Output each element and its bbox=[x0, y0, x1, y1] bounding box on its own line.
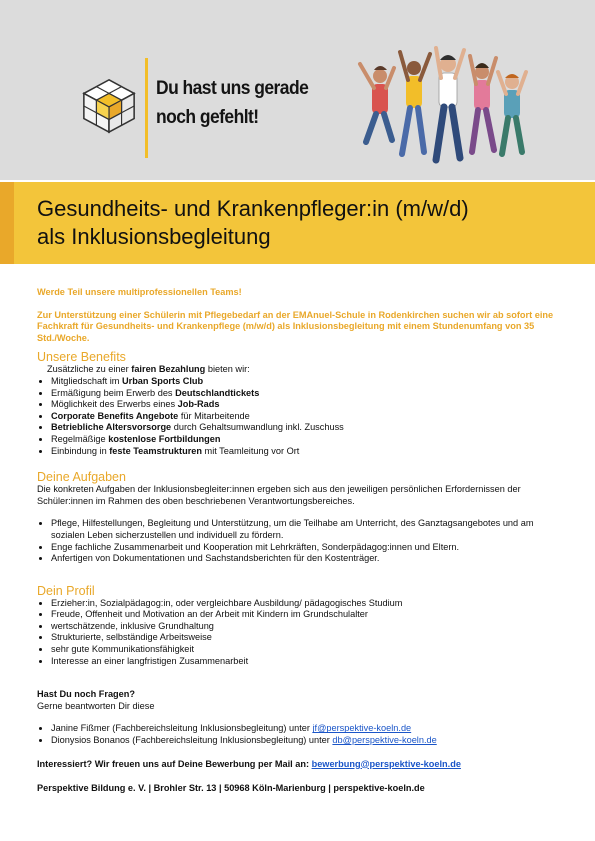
benefits-heading: Unsere Benefits bbox=[37, 350, 126, 365]
apply-email-link[interactable]: bewerbung@perspektive-koeln.de bbox=[311, 758, 461, 769]
list-item: • Freude, Offenheit und Motivation an der Arbeit mit Kindern im Grundschulalter bbox=[51, 609, 562, 621]
benefits-lead-pre: Zusätzliche zu einer bbox=[47, 364, 132, 375]
job-description: Zur Unterstützung einer Schülerin mit Pflegebedarf an der EMAnuel-Schule in Rodenkirchen suchen wir ab sofort eine Fachkraft für Gesundheits- und Krankenpflege (m/w/d) als Inklusionsbegleitung mit einem Stundenumfang von 35 Std./Woche. bbox=[37, 309, 554, 343]
list-item-bold: kostenlose Fortbildungen bbox=[108, 433, 221, 444]
contact-text: Dionysios Bonanos (Fachbereichsleitung Inklusionsbegleitung) unter bbox=[51, 735, 333, 746]
list-item bbox=[51, 399, 562, 411]
apply-text: Interessiert? Wir freuen uns auf Deine Bewerbung per Mail an: bbox=[37, 758, 312, 769]
tagline-line-2: noch gefehlt! bbox=[156, 107, 259, 128]
list-item bbox=[51, 422, 562, 434]
list-item: • Enge fachliche Zusammenarbeit und Kooperation mit Lehrkräften, Sonderpädagog:innen und Eltern. bbox=[51, 542, 562, 554]
list-item: • Pflege, Hilfestellungen, Begleitung und Unterstützung, um die Teilhabe am Unterricht, des Ganztagsangebotes und am sozialen Leben sicherzustellen und individuell zu fördern. bbox=[51, 518, 562, 541]
tasks-list bbox=[37, 518, 562, 564]
cube-logo-icon bbox=[80, 76, 138, 134]
title-accent-bar bbox=[0, 182, 14, 264]
list-item-bold: Job-Rads bbox=[177, 399, 220, 410]
list-item-bold: Corporate Benefits Angebote bbox=[51, 410, 179, 421]
tagline-line-1: Du hast uns gerade bbox=[156, 78, 309, 99]
profile-list bbox=[37, 598, 562, 668]
profile-heading: Dein Profil bbox=[37, 583, 95, 598]
list-item-text: Ermäßigung beim Erwerb des bbox=[51, 387, 176, 398]
job-title bbox=[37, 195, 469, 251]
benefits-lead-post: bieten wir: bbox=[205, 364, 250, 375]
list-item-text: durch Gehaltsumwandlung inkl. Zuschuss bbox=[171, 422, 344, 433]
list-item bbox=[51, 434, 562, 446]
list-item: • Strukturierte, selbständige Arbeitsweise bbox=[51, 632, 562, 644]
benefits-lead-bold: fairen Bezahlung bbox=[131, 364, 206, 375]
list-item bbox=[51, 376, 562, 388]
spacer bbox=[37, 712, 562, 723]
job-title-line-1: Gesundheits- und Krankenpfleger:in (m/w/d) bbox=[37, 196, 469, 221]
team-invitation: Werde Teil unsere multiprofessionellen Teams! bbox=[37, 287, 242, 297]
list-item: • wertschätzende, inklusive Grundhaltung bbox=[51, 621, 562, 633]
job-content bbox=[37, 287, 562, 795]
list-item bbox=[51, 411, 562, 423]
contacts-list bbox=[37, 723, 562, 746]
list-item: • Erzieher:in, Sozialpädagog:in, oder vergleichbare Ausbildung/ pädagogisches Studium bbox=[51, 598, 562, 610]
list-item-text: mit Teamleitung vor Ort bbox=[202, 445, 300, 456]
list-item-bold: Deutschlandtickets bbox=[175, 387, 260, 398]
contact-item bbox=[51, 723, 562, 735]
apply-line bbox=[37, 759, 562, 771]
questions-lead: Gerne beantworten Dir diese bbox=[37, 700, 155, 711]
tasks-lead: Die konkreten Aufgaben der Inklusionsbegleiter:innen ergeben sich aus den jeweiligen persönlichen Erfordernissen der Schüler:innen im Rahmen des oben beschriebenen Verantwortungsbereiches. bbox=[37, 484, 521, 506]
list-item: • Interesse an einer langfristigen Zusammenarbeit bbox=[51, 656, 562, 668]
list-item-text: Möglichkeit des Erwerbs eines bbox=[51, 399, 178, 410]
list-item-text: für Mitarbeitende bbox=[178, 410, 250, 421]
spacer bbox=[37, 299, 562, 310]
list-item-text: Regelmäßige bbox=[51, 433, 109, 444]
list-item-text: Einbindung in bbox=[51, 445, 110, 456]
benefits-lead bbox=[37, 364, 562, 376]
list-item: • Anfertigen von Dokumentationen und Sachstandsberichten für den Kostenträger. bbox=[51, 553, 562, 565]
list-item-text: Mitgliedschaft im bbox=[51, 375, 122, 386]
list-item bbox=[51, 446, 562, 458]
footer-address: Perspektive Bildung e. V. | Brohler Str. 13 | 50968 Köln-Marienburg | perspektive-koeln.de bbox=[37, 783, 425, 794]
contact-email-link[interactable]: db@perspektive-koeln.de bbox=[332, 735, 437, 746]
benefits-list bbox=[37, 376, 562, 457]
contact-email-link[interactable]: jf@perspektive-koeln.de bbox=[312, 723, 412, 734]
list-item-bold: Betriebliche Altersvorsorge bbox=[51, 422, 172, 433]
list-item-bold: Urban Sports Club bbox=[121, 375, 204, 386]
list-item-bold: feste Teamstrukturen bbox=[109, 445, 202, 456]
tagline bbox=[156, 74, 308, 132]
contact-item bbox=[51, 735, 562, 747]
jumping-people-illustration-icon bbox=[352, 42, 530, 174]
questions-heading: Hast Du noch Fragen? bbox=[37, 689, 136, 700]
tasks-heading: Deine Aufgaben bbox=[37, 470, 126, 485]
header-divider bbox=[145, 58, 148, 158]
list-item: • sehr gute Kommunikationsfähigkeit bbox=[51, 644, 562, 656]
list-item bbox=[51, 388, 562, 400]
contact-text: Janine Fißmer (Fachbereichsleitung Inklusionsbegleitung) unter bbox=[51, 723, 313, 734]
job-title-line-2: als Inklusionsbegleitung bbox=[37, 224, 271, 249]
spacer bbox=[37, 507, 562, 518]
